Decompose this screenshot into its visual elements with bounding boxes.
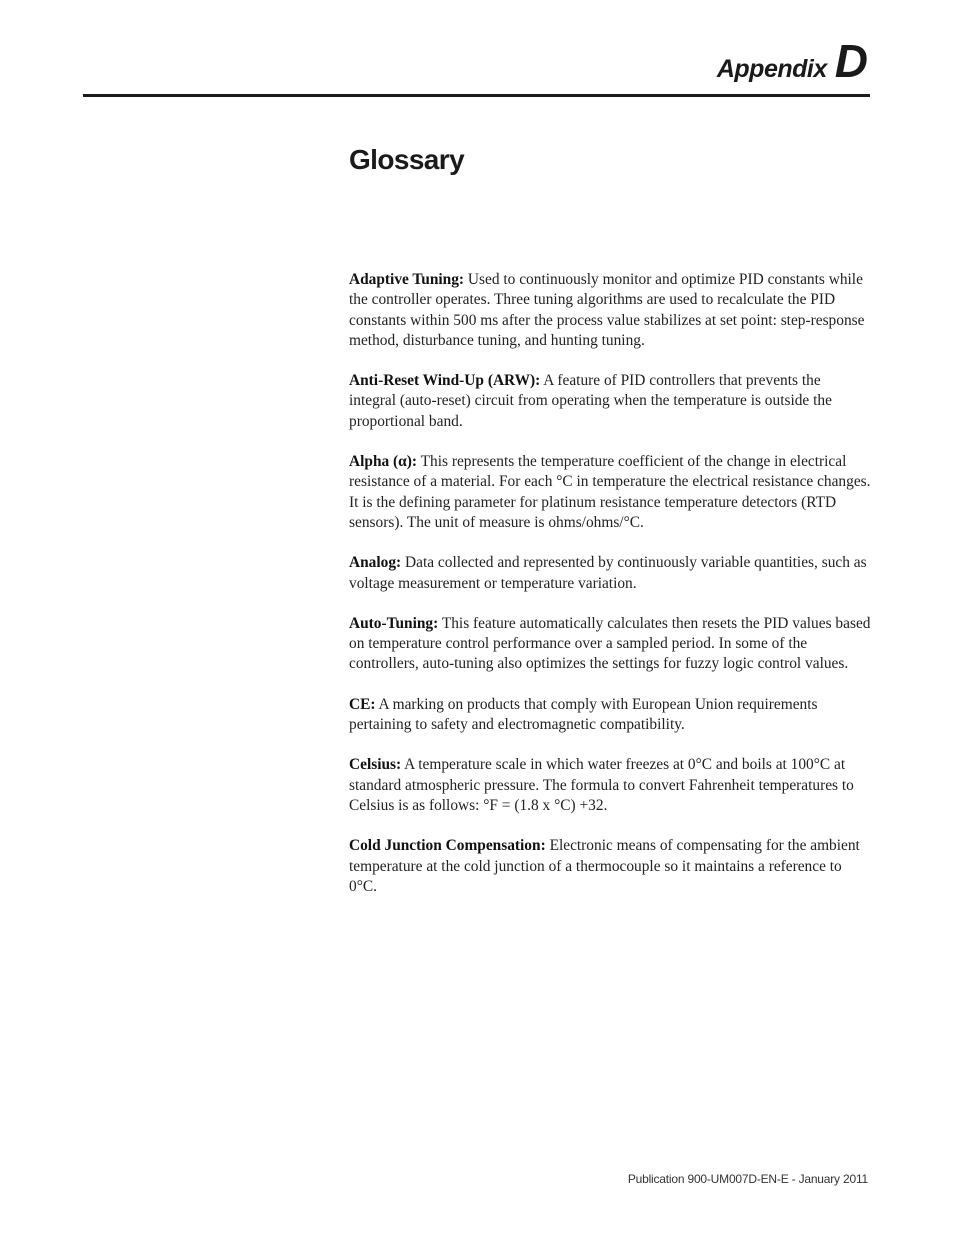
glossary-definition: A feature of PID controllers that prevents the integral (auto-reset) circuit from operating when the temperature is outside the proportional band. [349, 372, 832, 430]
glossary-term: Analog: [349, 554, 402, 572]
glossary-definition: Electronic means of compensating for the ambient temperature at the cold junction of a thermocouple so it maintains a reference to 0°C. [349, 837, 860, 895]
header-rule [83, 94, 870, 97]
glossary-term: Cold Junction Compensation: [349, 837, 546, 855]
publication-footer: Publication 900-UM007D-EN-E - January 2011 [627, 1172, 868, 1186]
glossary-term: Celsius: [349, 756, 402, 774]
glossary-definition: A marking on products that comply with European Union requirements pertaining to safety and electromagnetic compatibility. [349, 695, 818, 734]
glossary-term: Alpha (α): [349, 453, 418, 471]
glossary-entry-ce [349, 695, 871, 736]
glossary-definition: This represents the temperature coefficient of the change in electrical resistance of a material. For each °C in temperature the electrical resistance changes. It is the defining parameter for platinum resistance temperature detectors (RTD sensors). The unit of measure is ohms/ohms/°C. [349, 453, 871, 531]
glossary-definition: This feature automatically calculates then resets the PID values based on temperature control performance over a sampled period. In some of the controllers, auto-tuning also optimizes the settings for fuzzy logic control values. [349, 614, 871, 673]
glossary-definition: Data collected and represented by continuously variable quantities, such as voltage measurement or temperature variation. [349, 554, 867, 592]
glossary-term: Auto-Tuning: [349, 614, 439, 632]
glossary-entry-celsius [349, 755, 871, 816]
page-title: Glossary [349, 144, 465, 175]
glossary-term: CE: [349, 695, 376, 713]
glossary-definition: A temperature scale in which water freezes at 0°C and boils at 100°C at standard atmospheric pressure. The formula to convert Fahrenheit temperatures to Celsius is as follows: °F = (1.8 x °C) +32. [349, 756, 854, 814]
glossary-entry-analog [349, 553, 871, 594]
appendix-header [717, 34, 868, 88]
glossary-entry-adaptive-tuning [349, 270, 871, 351]
glossary-term: Adaptive Tuning: [349, 271, 465, 288]
glossary-list [349, 270, 871, 917]
glossary-term: Anti-Reset Wind-Up (ARW): [349, 372, 541, 390]
glossary-entry-cold-junction-compensation [349, 836, 871, 897]
glossary-entry-alpha [349, 452, 871, 533]
glossary-definition: Used to continuously monitor and optimize PID constants while the controller operates. Three tuning algorithms are used to recalculate the PID constants within 500 ms after the process value stabilizes at set point: step-response method, disturbance tuning, and hunting tuning. [349, 271, 865, 349]
glossary-entry-anti-reset-wind-up [349, 371, 871, 432]
appendix-label: Appendix [716, 55, 827, 83]
appendix-letter: D [834, 35, 868, 87]
glossary-entry-auto-tuning [349, 614, 871, 675]
